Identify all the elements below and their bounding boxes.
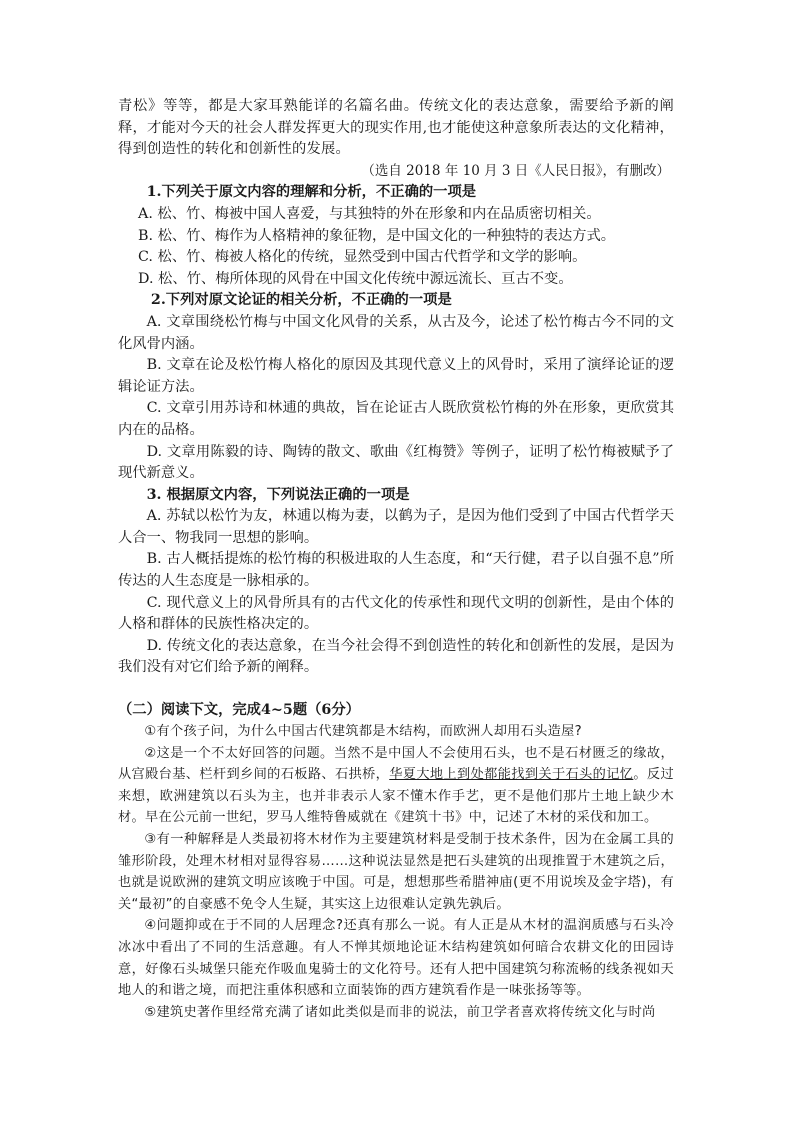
content-column xyxy=(118,96,674,1023)
question-3-option-a: A. 苏轼以松竹为友，林逋以梅为妻，以鹤为子，是因为他们受到了中国古代哲学天人合一、物我同一思想的影响。 xyxy=(118,508,674,546)
question-1-title: 1.下列关于原文内容的理解和分析，不正确的一项是 xyxy=(146,184,477,201)
article-paragraph-4 xyxy=(118,915,674,1001)
question-1-option-c: C. 松、竹、梅被人格化的传统，显然受到中国古代哲学和文学的影响。 xyxy=(138,249,587,266)
passage-tail: 青松》等等，都是大家耳熟能详的名篇名曲。传统文化的表达意象，需要给予新的阐释，才能对今天的社会人群发挥更大的现实作用,也才能使这种意象所表达的文化精神，得到创造性的转化和创新性的发展。 xyxy=(118,98,674,158)
question-3-title: 3. 根据原文内容，下列说法正确的一项是 xyxy=(146,486,410,503)
question-3-option-c: C. 现代意义上的风骨所具有的古代文化的传承性和现代文明的创新性，是由个体的人格和群体的民族性格决定的。 xyxy=(118,594,674,633)
question-2-option-c: C. 文章引用苏诗和林逋的典故，旨在论证古人既欣赏松竹梅的外在形象，更欣赏其内在的品格。 xyxy=(118,400,674,438)
question-1-option-a: A. 松、竹、梅被中国人喜爱，与其独特的外在形象和内在品质密切相关。 xyxy=(138,205,601,222)
article-paragraph-5 xyxy=(118,1002,674,1024)
article-paragraph-2 xyxy=(118,743,674,829)
article-paragraph-5-text: ⑤建筑史著作里经常充满了诸如此类似是而非的说法，前卫学者喜欢将传统文化与时尚 xyxy=(144,1004,656,1020)
question-2-option-b: B. 文章在论及松竹梅人格化的原因及其现代意义上的风骨时，采用了演绎论证的逻辑论证方法。 xyxy=(118,357,674,395)
question-3-option-b: B. 古人概括提炼的松竹梅的积极进取的人生态度，和“天行健，君子以自强不息”所传达的人生态度是一脉相承的。 xyxy=(118,551,674,590)
question-3-option-d: D. 传统文化的表达意象，在当今社会得不到创造性的转化和创新性的发展，是因为我们没有对它们给予新的阐释。 xyxy=(118,637,674,676)
question-2-option-a: A. 文章围绕松竹梅与中国文化风骨的关系，从古及今，论述了松竹梅古今不同的文化风骨内涵。 xyxy=(118,313,674,352)
article-paragraph-3 xyxy=(118,829,674,915)
question-2-option-d: D. 文章用陈毅的诗、陶铸的散文、歌曲《红梅赞》等例子，证明了松竹梅被赋予了现代新意义。 xyxy=(118,443,674,482)
article-paragraph-3-text: ③有一种解释是人类最初将木材作为主要建筑材料是受制于技术条件，因为在金属工具的雏形阶段，处理木材相对显得容易……这种说法显然是把石头建筑的出现推置于木建筑之后，也就是说欧洲的建筑文明应该晚于中国。可是，想想那些希腊神庙(更不用说埃及金字塔)，有关“最初”的自豪感不免令人生疑，其实这上边很难认定孰先孰后。 xyxy=(118,832,674,912)
section-2-heading: （二）阅读下文，完成4~5题（6分） xyxy=(118,702,360,719)
article-paragraph-2-text-start: ②这是一个不太好回答的问题。当然不是中国人不会使用石头，也不是石材匮乏的缘故，从宫殿台基、栏杆到乡间的石板路、石拱桥， xyxy=(118,745,674,783)
question-1-option-d: D. 松、竹、梅所体现的风骨在中国文化传统中源远流长、亘古不变。 xyxy=(138,270,573,287)
source-note: （选自 2018 年 10 月 3 日《人民日报》，有删改） xyxy=(361,162,670,179)
article-paragraph-2-text-end: 。反过来想，欧洲建筑以石头为主，也并非表示人家不懂木作手艺，更不是他们那片土地上缺少木材。早在公元前一世纪，罗马人维特鲁威就在《建筑十书》中，记述了木材的采伐和加工。 xyxy=(118,767,674,826)
article-paragraph-1 xyxy=(118,721,674,743)
article-paragraph-4-text: ④问题抑或在于不同的人居理念?还真有那么一说。有人正是从木材的温润质感与石头冷冰冰中看出了不同的生活意趣。有人不惮其烦地论证木结构建筑如何暗合农耕文化的田园诗意，好像石头城堡只能充作吸血鬼骑士的文化符号。还有人把中国建筑匀称流畅的线条视如天地人的和谐之境，而把注重体积感和立面装饰的西方建筑看作是一味张扬等等。 xyxy=(118,918,674,999)
question-1-option-b: B. 松、竹、梅作为人格精神的象征物，是中国文化的一种独特的表达方式。 xyxy=(138,227,616,244)
article-paragraph-2-underlined-text: 华夏大地上到处都能找到关于石头的记忆 xyxy=(389,767,634,783)
article-paragraph-1-text: ①有个孩子问，为什么中国古代建筑都是木结构，而欧洲人却用石头造屋? xyxy=(144,724,582,740)
question-2-title: 2.下列对原文论证的相关分析，不正确的一项是 xyxy=(150,292,452,309)
